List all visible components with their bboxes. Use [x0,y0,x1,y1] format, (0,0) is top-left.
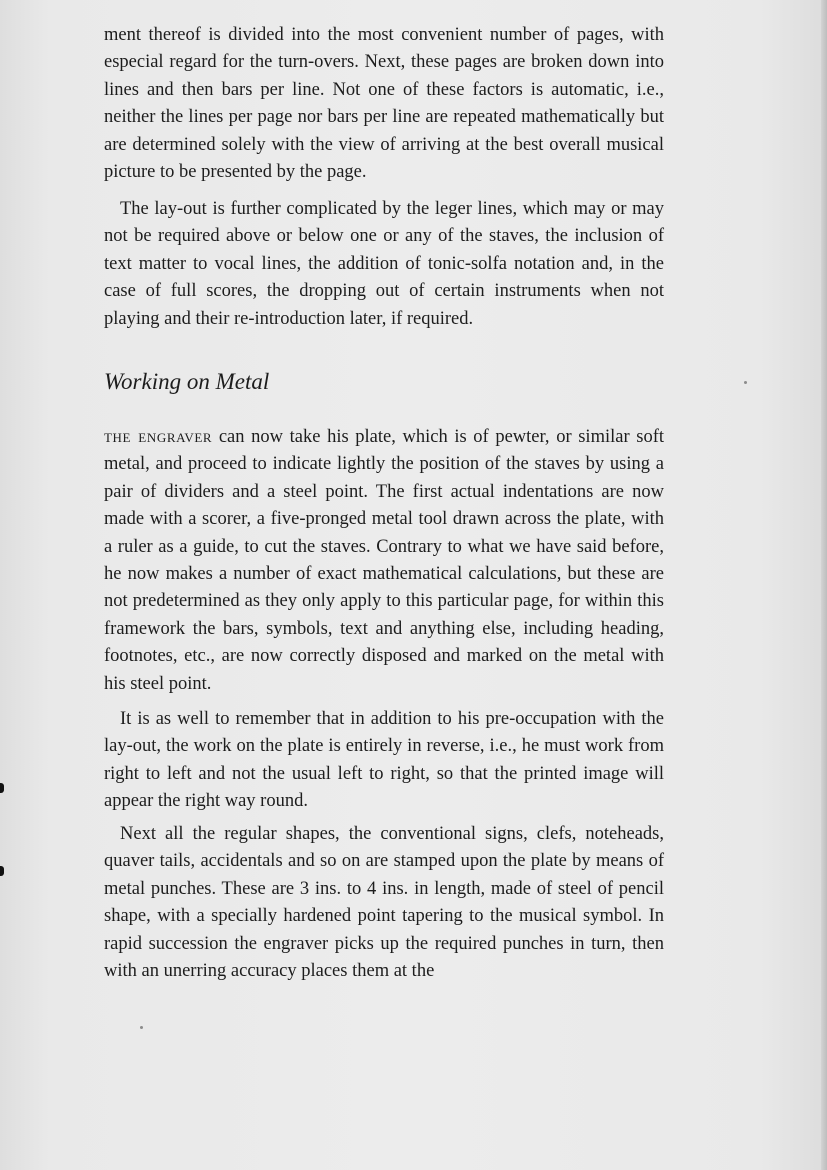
paragraph-punches: Next all the regular shapes, the conventional signs, clefs, noteheads, quaver tails, accidentals and so on are stamped upon the plate by means of metal punches. These are 3 ins. to 4 ins. in length, made of steel of pencil shape, with a specially hardened point tapering to the musical symbol. In rapid succession the engraver picks up the required punches in turn, then with an unerring accuracy places them at the [104,824,664,982]
paper-speck [744,381,747,384]
paragraph-turn-overs: ment thereof is divided into the most convenient number of pages, with especial regard for the turn-overs. Next, these pages are broken down into lines and then bars per line. Not one of these factors is automatic, i.e., neither the lines per page nor bars per line are repeated mathematically but are determined solely with the view of arriving at the best overall musical picture to be presented by the page. [104,25,664,183]
section-heading: Working on Metal [104,369,270,394]
paragraph-engraver [104,424,664,698]
paragraph-reverse-work: It is as well to remember that in addition to his pre-occupation with the lay-out, the work on the plate is entirely in reverse, i.e., he must work from right to left and not the usual left to right, so that the printed image will appear the right way round. [104,709,664,812]
paper-speck [140,1026,143,1029]
paragraph-engraver-body: can now take his plate, which is of pewter, or similar soft metal, and proceed to indicate lightly the position of the staves by using a pair of dividers and a steel point. The first actual indentations are now made with a scorer, a five-pronged metal tool drawn across the plate, with a ruler as a guide, to cut the staves. Contrary to what we have said before, he now makes a number of exact mathematical calculations, but these are not predetermined as they only apply to this particular page, for within this framework the bars, symbols, text and anything else, including heading, footnotes, etc., are now correctly disposed and marked on the metal with his steel point. [104,427,664,694]
binding-mark [0,866,4,876]
paragraph-lay-out: The lay-out is further complicated by the leger lines, which may or may not be required above or below one or any of the staves, the inclusion of text matter to vocal lines, the addition of tonic-solfa notation and, in the case of full scores, the dropping out of certain instruments when not playing and their re-introduction later, if required. [104,199,664,329]
page-edge-shadow [821,0,827,1170]
paragraph-lead-smallcaps: the engraver [104,427,213,447]
binding-mark [0,783,4,793]
